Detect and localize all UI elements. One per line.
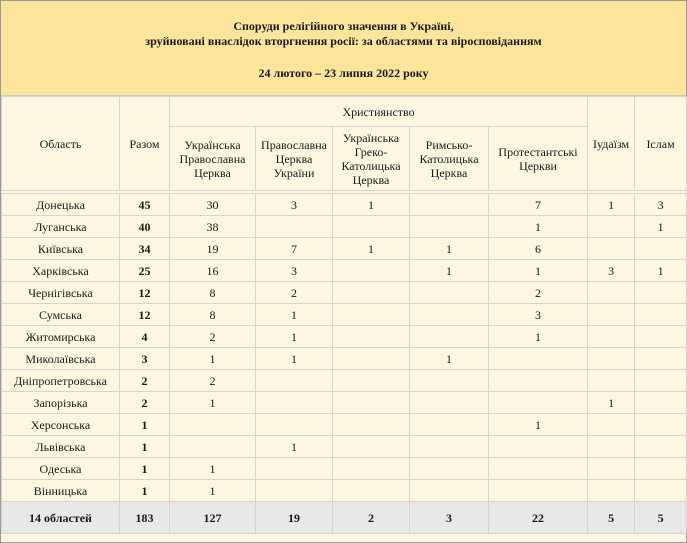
cell-ugcc: [333, 392, 410, 414]
header-upc: Українська Православна Церква: [170, 127, 256, 191]
cell-protestant: [489, 348, 588, 370]
table-row: [2, 194, 687, 216]
summary-upc: 127: [170, 502, 256, 534]
cell-ocu: [256, 370, 333, 392]
cell-total: 2: [120, 370, 170, 392]
cell-region: Одеська: [2, 458, 120, 480]
cell-judaism: 3: [588, 260, 635, 282]
cell-judaism: 1: [588, 194, 635, 216]
cell-ocu: 7: [256, 238, 333, 260]
summary-region: 14 областей: [2, 502, 120, 534]
cell-upc: 19: [170, 238, 256, 260]
cell-rcc: [410, 282, 489, 304]
cell-judaism: [588, 304, 635, 326]
cell-total: 1: [120, 414, 170, 436]
cell-protestant: 3: [489, 304, 588, 326]
date-range: 24 лютого – 23 липня 2022 року: [258, 66, 429, 80]
cell-rcc: [410, 194, 489, 216]
cell-rcc: 1: [410, 260, 489, 282]
cell-protestant: 1: [489, 216, 588, 238]
summary-protestant: 22: [489, 502, 588, 534]
table-body: [2, 194, 687, 502]
cell-islam: [635, 392, 687, 414]
cell-islam: [635, 238, 687, 260]
table-row: [2, 326, 687, 348]
header-rcc: Римсько-Католицька Церква: [410, 127, 489, 191]
table-row: [2, 436, 687, 458]
cell-protestant: 7: [489, 194, 588, 216]
cell-ugcc: [333, 370, 410, 392]
cell-upc: 1: [170, 480, 256, 502]
cell-islam: [635, 414, 687, 436]
cell-upc: [170, 436, 256, 458]
cell-protestant: 2: [489, 282, 588, 304]
cell-total: 12: [120, 282, 170, 304]
cell-upc: 30: [170, 194, 256, 216]
cell-region: Вінницька: [2, 480, 120, 502]
cell-judaism: [588, 282, 635, 304]
cell-rcc: 1: [410, 238, 489, 260]
summary-judaism: 5: [588, 502, 635, 534]
cell-islam: [635, 458, 687, 480]
cell-rcc: [410, 414, 489, 436]
cell-region: Дніпропетровська: [2, 370, 120, 392]
cell-rcc: [410, 480, 489, 502]
cell-ocu: 3: [256, 260, 333, 282]
cell-total: 25: [120, 260, 170, 282]
table-row: [2, 392, 687, 414]
cell-ocu: 1: [256, 304, 333, 326]
cell-judaism: [588, 348, 635, 370]
table-row: [2, 304, 687, 326]
cell-judaism: [588, 458, 635, 480]
cell-protestant: 1: [489, 414, 588, 436]
cell-upc: 16: [170, 260, 256, 282]
cell-rcc: [410, 370, 489, 392]
cell-total: 45: [120, 194, 170, 216]
cell-rcc: [410, 304, 489, 326]
cell-region: Запорізька: [2, 392, 120, 414]
cell-ocu: 1: [256, 436, 333, 458]
cell-rcc: [410, 436, 489, 458]
cell-judaism: [588, 216, 635, 238]
title-line-2: зруйновані внаслідок вторгнення росії: за областями та віросповіданням: [145, 34, 542, 48]
table-row: [2, 370, 687, 392]
cell-judaism: [588, 480, 635, 502]
table-row: [2, 260, 687, 282]
cell-total: 34: [120, 238, 170, 260]
header-judaism: Іудаїзм: [588, 97, 635, 191]
cell-protestant: [489, 480, 588, 502]
cell-total: 12: [120, 304, 170, 326]
cell-total: 3: [120, 348, 170, 370]
cell-ugcc: [333, 458, 410, 480]
cell-protestant: 6: [489, 238, 588, 260]
cell-rcc: [410, 326, 489, 348]
cell-region: Житомирська: [2, 326, 120, 348]
cell-islam: [635, 304, 687, 326]
cell-islam: [635, 436, 687, 458]
cell-ugcc: [333, 348, 410, 370]
header-ocu: Православна Церква України: [256, 127, 333, 191]
cell-upc: 1: [170, 348, 256, 370]
cell-region: Донецька: [2, 194, 120, 216]
cell-protestant: [489, 370, 588, 392]
cell-rcc: [410, 392, 489, 414]
cell-protestant: [489, 392, 588, 414]
cell-region: Чернігівська: [2, 282, 120, 304]
cell-region: Львівська: [2, 436, 120, 458]
cell-judaism: [588, 436, 635, 458]
cell-upc: 1: [170, 392, 256, 414]
cell-total: 2: [120, 392, 170, 414]
cell-protestant: 1: [489, 326, 588, 348]
summary-total: 183: [120, 502, 170, 534]
cell-upc: 8: [170, 282, 256, 304]
table-row: [2, 414, 687, 436]
cell-ugcc: [333, 480, 410, 502]
cell-ocu: [256, 480, 333, 502]
cell-islam: 1: [635, 260, 687, 282]
cell-upc: [170, 414, 256, 436]
cell-protestant: [489, 436, 588, 458]
cell-judaism: [588, 414, 635, 436]
cell-judaism: [588, 326, 635, 348]
title-line-1: Споруди релігійного значення в Україні,: [233, 19, 454, 33]
cell-protestant: [489, 458, 588, 480]
cell-ugcc: [333, 436, 410, 458]
table-row: [2, 348, 687, 370]
cell-ocu: 1: [256, 348, 333, 370]
cell-ocu: [256, 414, 333, 436]
header-ugcc: Українська Греко-Католицька Церква: [333, 127, 410, 191]
summary-islam: 5: [635, 502, 687, 534]
cell-ugcc: [333, 260, 410, 282]
header-total: Разом: [120, 97, 170, 191]
header-protestant: Протестантські Церкви: [489, 127, 588, 191]
cell-ocu: 1: [256, 326, 333, 348]
cell-upc: 1: [170, 458, 256, 480]
cell-upc: 38: [170, 216, 256, 238]
cell-ugcc: [333, 414, 410, 436]
title-block: [1, 1, 686, 96]
cell-upc: 2: [170, 326, 256, 348]
cell-ugcc: 1: [333, 238, 410, 260]
cell-ocu: [256, 392, 333, 414]
cell-rcc: 1: [410, 348, 489, 370]
cell-upc: 8: [170, 304, 256, 326]
cell-islam: [635, 348, 687, 370]
table-row: [2, 480, 687, 502]
cell-rcc: [410, 458, 489, 480]
cell-ocu: 3: [256, 194, 333, 216]
cell-total: 1: [120, 480, 170, 502]
summary-rcc: 3: [410, 502, 489, 534]
cell-rcc: [410, 216, 489, 238]
table-row: [2, 216, 687, 238]
cell-ocu: 2: [256, 282, 333, 304]
cell-ocu: [256, 458, 333, 480]
cell-region: Луганська: [2, 216, 120, 238]
cell-region: Київська: [2, 238, 120, 260]
table-row: [2, 282, 687, 304]
cell-region: Харківська: [2, 260, 120, 282]
cell-total: 40: [120, 216, 170, 238]
cell-judaism: [588, 238, 635, 260]
cell-islam: [635, 282, 687, 304]
summary-ocu: 19: [256, 502, 333, 534]
cell-judaism: [588, 370, 635, 392]
cell-total: 1: [120, 458, 170, 480]
header-region: Область: [2, 97, 120, 191]
cell-region: Херсонська: [2, 414, 120, 436]
cell-islam: 1: [635, 216, 687, 238]
cell-islam: [635, 480, 687, 502]
cell-ugcc: [333, 304, 410, 326]
cell-upc: 2: [170, 370, 256, 392]
cell-total: 4: [120, 326, 170, 348]
destruction-table: [1, 96, 687, 534]
header-christianity: Християнство: [170, 97, 588, 127]
cell-ugcc: [333, 216, 410, 238]
cell-islam: [635, 370, 687, 392]
cell-region: Сумська: [2, 304, 120, 326]
table-row: [2, 458, 687, 480]
cell-region: Миколаївська: [2, 348, 120, 370]
cell-protestant: 1: [489, 260, 588, 282]
cell-islam: [635, 326, 687, 348]
summary-row: [2, 502, 687, 534]
summary-ugcc: 2: [333, 502, 410, 534]
cell-islam: 3: [635, 194, 687, 216]
cell-ugcc: [333, 326, 410, 348]
cell-total: 1: [120, 436, 170, 458]
cell-judaism: 1: [588, 392, 635, 414]
cell-ugcc: [333, 282, 410, 304]
cell-ocu: [256, 216, 333, 238]
table-row: [2, 238, 687, 260]
header-islam: Іслам: [635, 97, 687, 191]
cell-ugcc: 1: [333, 194, 410, 216]
